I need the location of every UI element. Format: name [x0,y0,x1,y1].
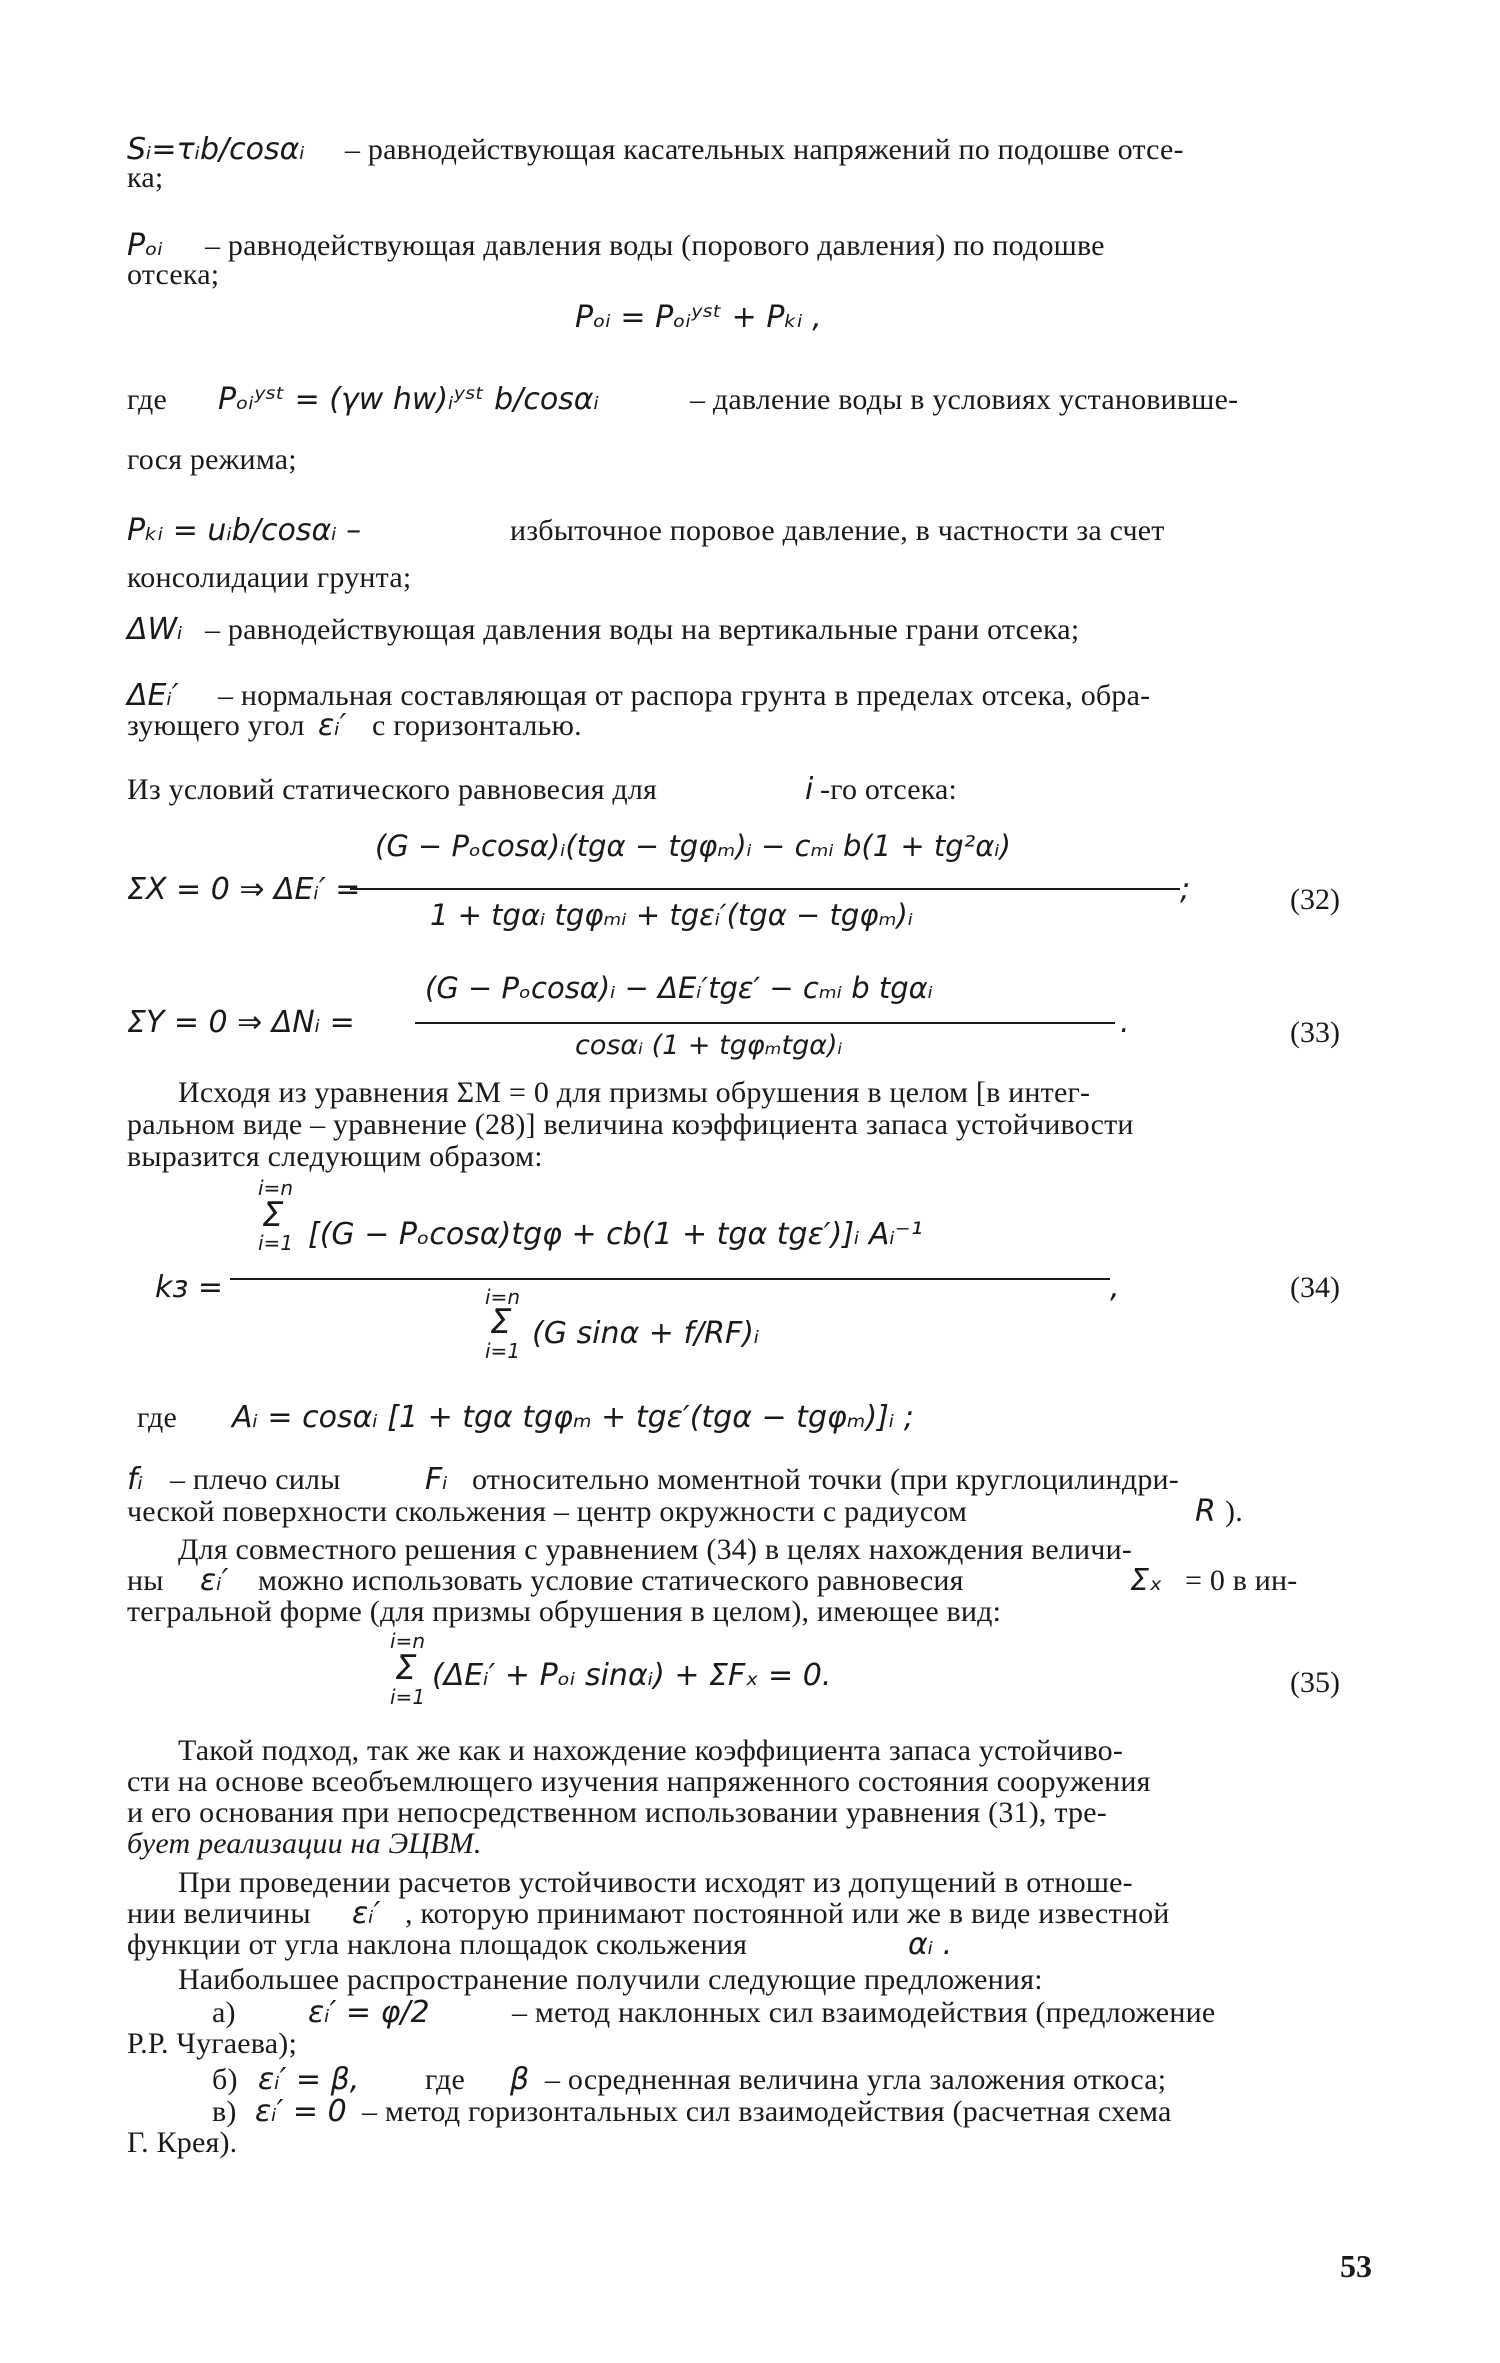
formula-de: ΔEᵢ′ [127,678,179,713]
eq33-dot: . [1120,1005,1130,1040]
text-pk-def: избыточное поровое давление, в частности за счет [510,514,1165,547]
eq34-den-sum-top: i=n [485,1285,520,1309]
text-sovm-1: Для совместного решения с уравнением (34) в целях нахождения величи- [178,1533,1133,1566]
eq32-fraction-bar [350,888,1180,890]
item-a-text: – метод наклонных сил взаимодействия (предложение [512,1996,1216,2029]
item-c-text-cont: Г. Крея). [127,2126,238,2159]
eq34-denominator: (G sinα + f/RF)ᵢ [532,1316,760,1351]
eq34-num-sum-top: i=n [258,1176,293,1200]
text-sovm-3: можно использовать условие статического равновесия [258,1564,964,1597]
item-c-formula: εᵢ′ = 0 [255,2094,347,2129]
item-a-text-cont: Р.Р. Чугаева); [127,2027,298,2060]
formula-s: Sᵢ=τᵢb/cosαᵢ [127,132,305,167]
text-dw-def: – равнодействующая давления воды на вертикальные грани отсека; [205,613,1080,646]
item-c-label: в) [212,2095,237,2128]
text-tak-2: сти на основе всеобъемлющего изучения напряженного состояния сооружения [127,1765,1151,1798]
text-sovm-5: тегральной форме (для призмы обрушения в целом), имеющее вид: [127,1595,1002,1628]
text-f-1: – плечо силы [170,1463,341,1496]
formula-F: Fᵢ [425,1462,448,1497]
formula-sigma-x: Σₓ [1130,1563,1163,1598]
eq33-denominator: cosαᵢ (1 + tgφₘtgα)ᵢ [575,1030,843,1061]
text-pb-def: – равнодействующая давления воды (порового давления) по подошве [205,229,1105,262]
text-static-tail: -го отсека: [820,773,958,806]
formula-i: i [805,772,814,807]
eq34-comma: , [1110,1270,1120,1305]
formula-alpha: αᵢ . [908,1927,953,1962]
formula-pb-symbol: Pₒᵢ [127,228,163,263]
eq34-numerator: [(G − Pₒcosα)tgφ + cb(1 + tgα tgε′)]ᵢ Aᵢ⁻¹ [308,1217,923,1252]
text-pk-def-cont: консолидации грунта; [127,561,412,594]
item-b-beta: β [510,2062,530,2097]
text-pust-def-cont: гося режима; [127,443,297,476]
eq34-fraction-bar [230,1278,1110,1280]
text-pri-2: нии величины [127,1897,311,1930]
eq34-num-sum-bot: i=1 [258,1231,294,1255]
text-isx-1: Исходя из уравнения ΣM = 0 для призмы обрушения в целом [в интег- [178,1076,1091,1109]
eq33-left: ΣY = 0 ⇒ ΔNᵢ = [127,1005,355,1040]
eq35-sum-top: i=n [390,1629,425,1653]
formula-pust: Pₒᵢʸˢᵗ = (γw hw)ᵢʸˢᵗ b/cosαᵢ [218,382,599,417]
text-s-def-cont: ка; [127,161,164,194]
item-b-text-2: – осредненная величина угла заложения откоса; [545,2063,1167,2096]
text-tak-3: и его основания при непосредственном использовании уравнения (31), тре- [127,1796,1107,1829]
item-c-text: – метод горизонтальных сил взаимодействия (расчетная схема [362,2095,1172,2128]
text-pust-def: – давление воды в условиях установивше- [690,383,1239,416]
text-de-def: – нормальная составляющая от распора грунта в пределах отсека, обра- [218,679,1151,712]
formula-dw: ΔWᵢ [127,612,183,647]
formula-a: Aᵢ = cosαᵢ [1 + tgα tgφₘ + tgε′(tgα − tgφₘ)]ᵢ ; [232,1400,914,1435]
text-tak-4: бует реализации на ЭЦВМ. [127,1827,482,1860]
eq34-num-sigma: Σ [262,1195,284,1235]
eq35-sum-bot: i=1 [390,1685,426,1709]
formula-R: R [1195,1494,1216,1529]
eq32-number: (32) [1290,883,1340,916]
text-tak-1: Такой подход, так же как и нахождение коэффициента запаса устойчиво- [178,1734,1124,1767]
formula-pb-eq: Pₒᵢ = Pₒᵢʸˢᵗ + Pₖᵢ , [575,300,822,335]
formula-epsilon-3: εᵢ′ [352,1896,381,1931]
eq33-numerator: (G − Pₒcosα)ᵢ − ΔEᵢ′tgε′ − cₘᵢ b tgαᵢ [425,971,933,1005]
eq35-number: (35) [1290,1666,1340,1699]
label-gde-1: где [127,383,167,416]
item-a-label: а) [212,1996,236,2029]
text-sovm-4: = 0 в ин- [1185,1564,1298,1597]
eq34-number: (34) [1290,1271,1340,1304]
text-nai: Наибольшее распространение получили следующие предложения: [178,1963,1043,1996]
label-gde-2: где [137,1401,177,1434]
text-static-intro: Из условий статического равновесия для [127,773,658,806]
formula-epsilon-1: εᵢ′ [318,708,347,743]
formula-pk: Pₖᵢ = uᵢb/cosαᵢ – [127,513,362,548]
eq32-left: ΣX = 0 ⇒ ΔEᵢ′ = [127,872,361,907]
text-pri-3: , которую принимают постоянной или же в виде известной [405,1897,1170,1930]
formula-f: fᵢ [127,1462,143,1497]
page-number: 53 [1340,2248,1372,2284]
text-isx-2: ральном виде – уравнение (28)] величина коэффициента запаса устойчивости [127,1108,1134,1141]
eq32-semicolon: ; [1180,872,1191,907]
item-b-formula: εᵢ′ = β, [258,2062,360,2097]
formula-epsilon-2: εᵢ′ [200,1563,229,1598]
text-pb-def-cont: отсека; [127,258,220,291]
eq33-number: (33) [1290,1016,1340,1049]
item-b-text: где [425,2063,465,2096]
eq32-denominator: 1 + tgαᵢ tgφₘᵢ + tgεᵢ′(tgα − tgφₘ)ᵢ [430,898,914,932]
text-s-def: – равнодействующая касательных напряжений по подошве отсе- [345,133,1184,166]
text-de-def-cont: зующего угол [127,709,305,742]
text-pri-4: функции от угла наклона площадок скольжения [127,1928,748,1961]
item-b-label: б) [212,2063,238,2096]
eq34-left: kз = [155,1270,223,1305]
eq34-den-sigma: Σ [490,1302,512,1342]
eq35-sigma: Σ [395,1648,417,1688]
text-f-3: ческой поверхности скольжения – центр окружности с радиусом [127,1495,968,1528]
text-f-2: относительно моментной точки (при круглоцилиндри- [472,1463,1179,1496]
item-a-formula: εᵢ′ = φ/2 [308,1995,430,2030]
eq32-numerator: (G − Pₒcosα)ᵢ(tgα − tgφₘ)ᵢ − cₘᵢ b(1 + tg²αᵢ) [375,829,1011,863]
text-pri-1: При проведении расчетов устойчивости исходят из допущений в отноше- [178,1866,1133,1899]
eq34-den-sum-bot: i=1 [485,1339,521,1363]
text-sovm-2: ны [127,1564,164,1597]
text-isx-3: выразится следующим образом: [127,1140,543,1173]
text-f-4: ). [1225,1495,1243,1528]
eq33-fraction-bar [415,1022,1115,1024]
text-de-def-tail: с горизонталью. [372,709,582,742]
eq35-body: (ΔEᵢ′ + Pₒᵢ sinαᵢ) + ΣFₓ = 0. [432,1658,832,1693]
